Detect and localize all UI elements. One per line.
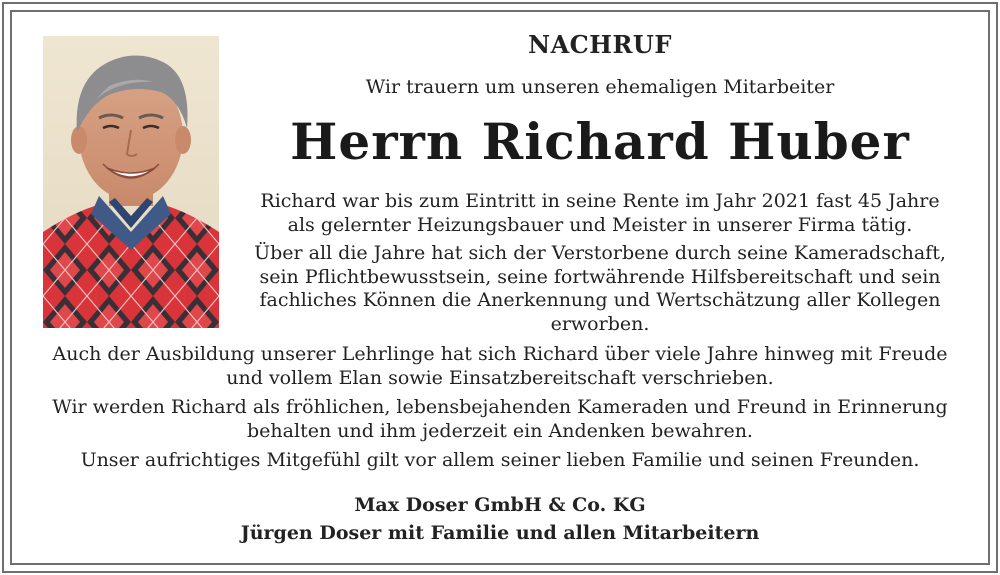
text-line: sein Pflichtbewusstsein, seine fortwährende Hilfsbereitschaft und sein — [259, 265, 941, 288]
text-line: fachliches Können die Anerkennung und Wertschätzung aller Kollegen — [259, 289, 941, 311]
text-line: als gelernter Heizungsbauer und Meister in unserer Firma tätig. — [287, 213, 913, 236]
obituary-heading: NACHRUF — [528, 30, 672, 59]
text-line: und vollem Elan sowie Einsatzbereitschaft verschrieben. — [226, 366, 774, 389]
paragraph-remembrance — [30, 396, 970, 443]
text-line: Unser aufrichtiges Mitgefühl gilt vor allem seiner lieben Familie und seinen Freunden. — [80, 449, 920, 471]
text-line: erworben. — [550, 312, 650, 335]
portrait-photo — [43, 36, 219, 328]
paragraph-career — [250, 190, 950, 237]
text-line: Auch der Ausbildung unserer Lehrlinge hat sich Richard über viele Jahre hinweg mit Freude — [52, 343, 948, 365]
text-line: Richard war bis zum Eintritt in seine Rente im Jahr 2021 fast 45 Jahre — [260, 190, 940, 212]
signature-company: Max Doser GmbH & Co. KG — [354, 494, 646, 516]
intro-line: Wir trauern um unseren ehemaligen Mitarbeiter — [365, 76, 835, 98]
text-line: Wir werden Richard als fröhlichen, lebensbejahenden Kameraden und Freund in Erinnerung — [52, 396, 948, 418]
paragraph-training — [30, 343, 970, 390]
deceased-name: Herrn Richard Huber — [290, 112, 910, 171]
signature-names: Jürgen Doser mit Familie und allen Mitarbeitern — [240, 522, 760, 544]
paragraph-condolence — [30, 449, 970, 473]
paragraph-recognition — [250, 242, 950, 336]
text-line: behalten und ihm jederzeit ein Andenken bewahren. — [247, 419, 753, 442]
text-line: Über all die Jahre hat sich der Verstorbene durch seine Kameradschaft, — [254, 242, 946, 264]
